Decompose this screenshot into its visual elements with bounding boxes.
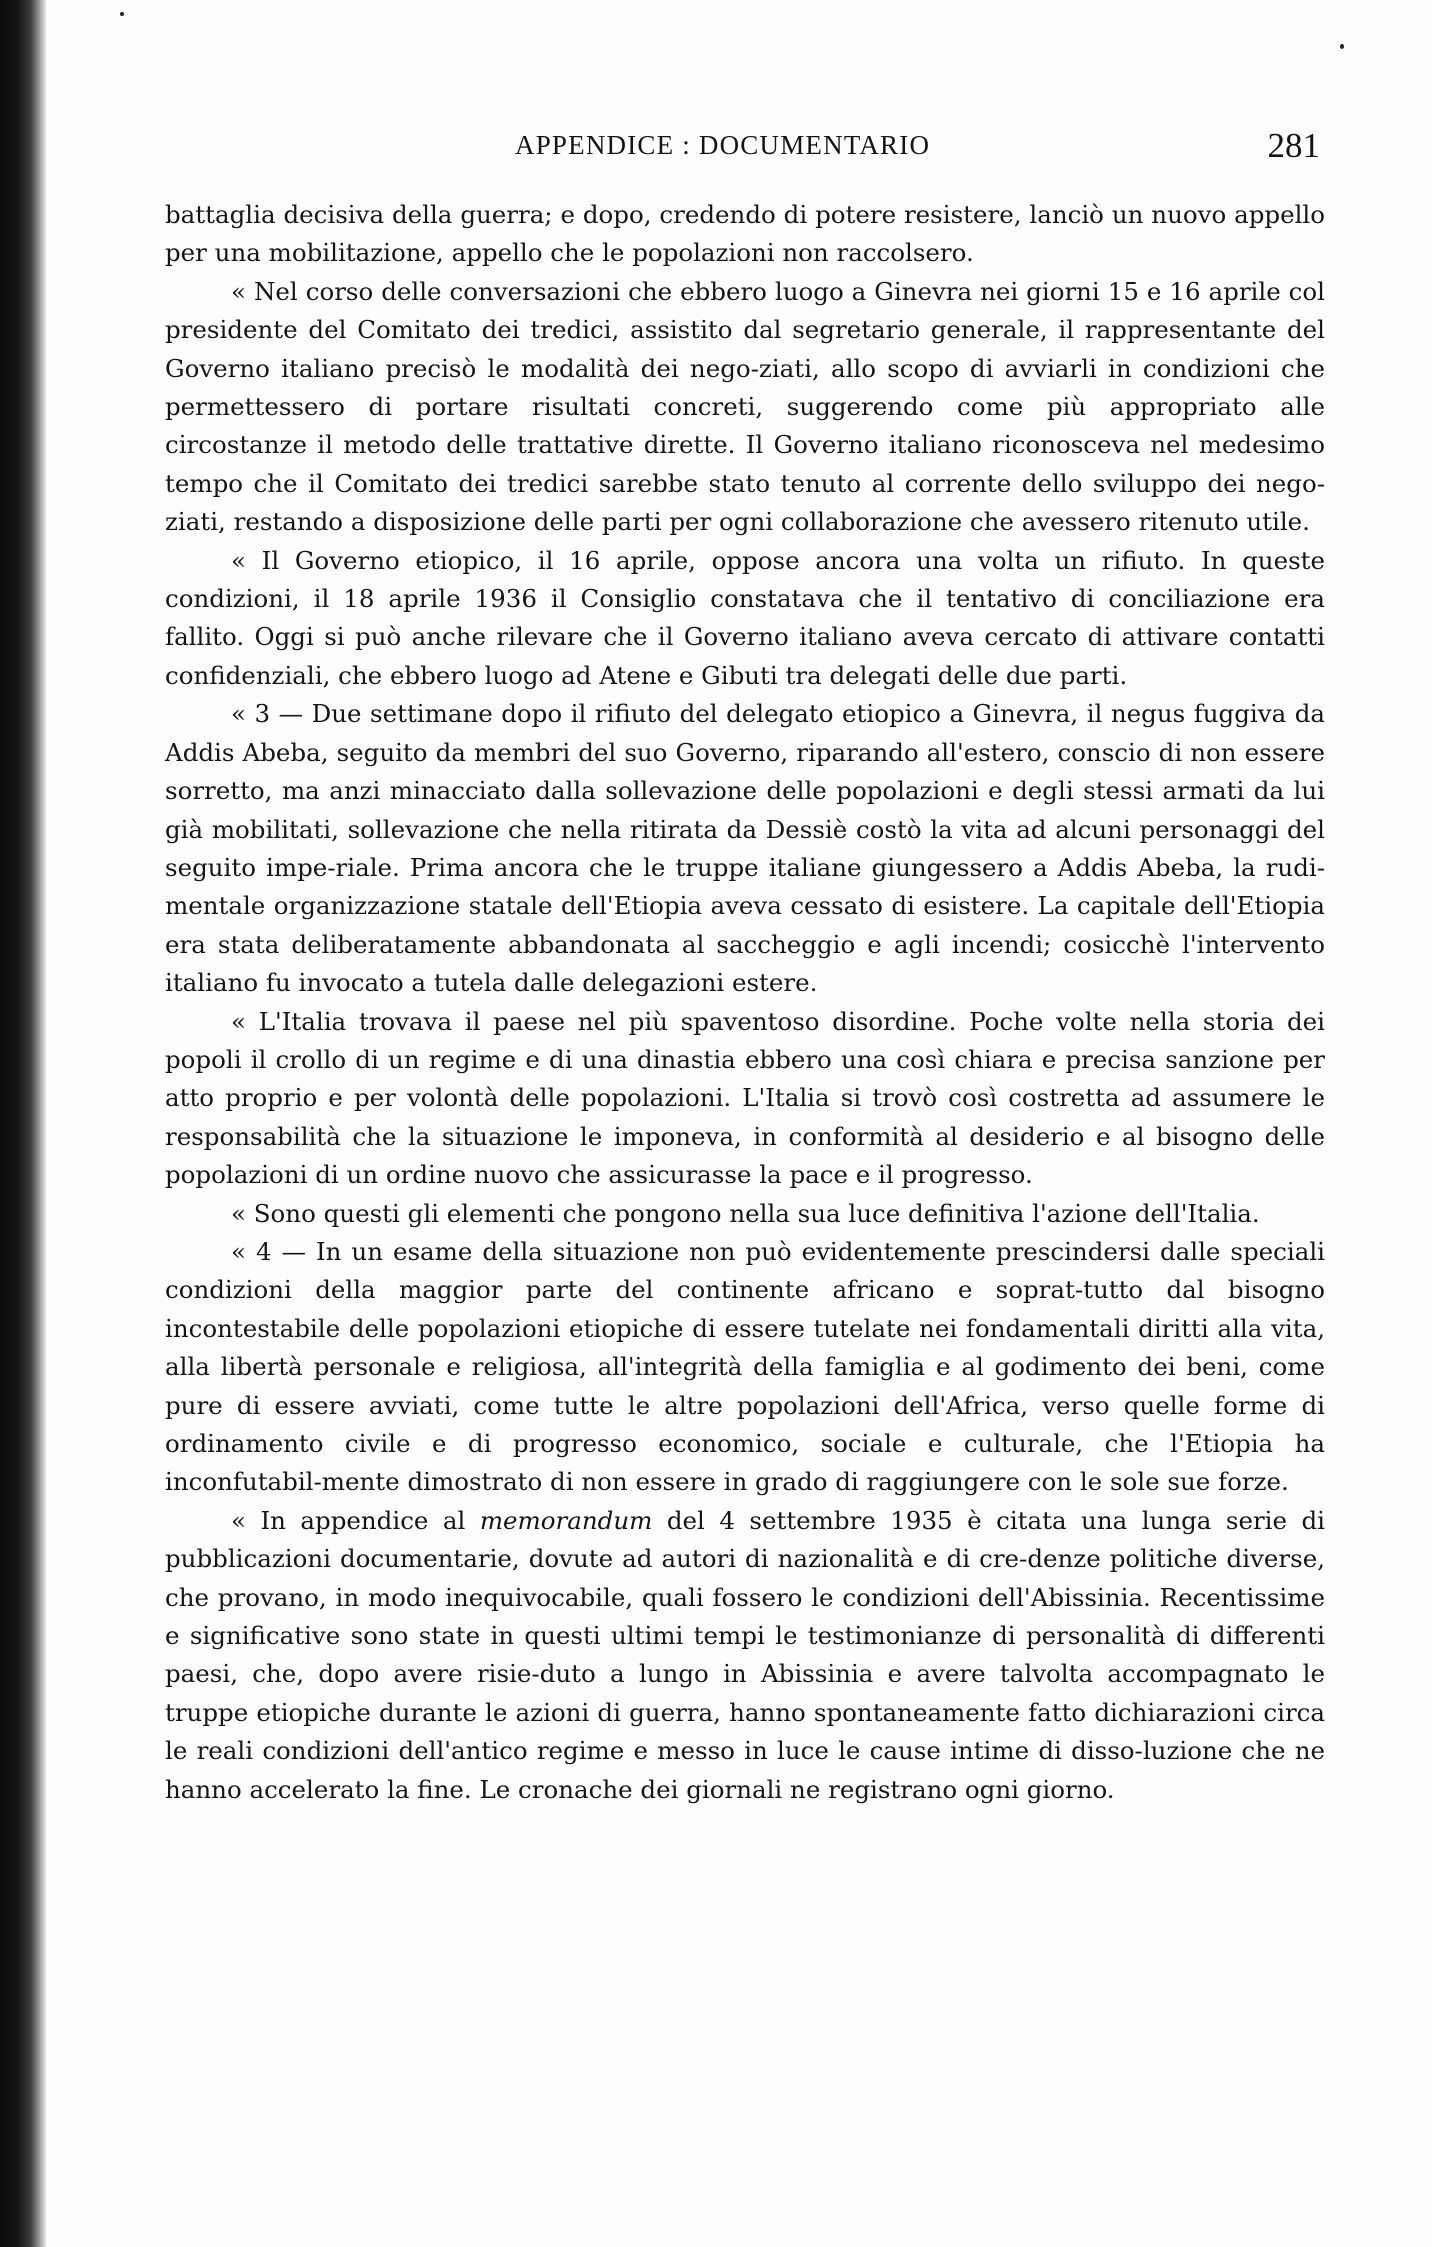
paragraph-4: « 3 — Due settimane dopo il rifiuto del delegato etiopico a Ginevra, il negus fuggiva da Addis Abeba, seguito da membri del suo Governo, riparando all'estero, conscio di non essere sorretto, ma anzi minacciato dalla sollevazione delle popolazioni e degli stessi armati da lui già mobilitati, sollevazione che nella ritirata da Dessiè costò la vita ad alcuni personaggi del seguito impe-riale. Prima ancora che le truppe italiane giungessero a Addis Abeba, la rudi-mentale organizzazione statale dell'Etiopia aveva cessato di esistere. La capitale dell'Etiopia era stata deliberatamente abbandonata al saccheggio e agli incendi; cosicchè l'intervento italiano fu invocato a tutela dalle delegazioni estere. bbox=[165, 699, 1325, 998]
paragraph-7: « 4 — In un esame della situazione non può evidentemente prescindersi dalle speciali condizioni della maggior parte del continente africano e soprat-tutto dal bisogno incontestabile delle popolazioni etiopiche di essere tutelate nei fondamentali diritti alla vita, alla libertà personale e religiosa, all'integrità della famiglia e al godimento dei beni, come pure di essere avviati, come tutte le altre popolazioni dell'Africa, verso quelle forme di ordinamento civile e di progresso economico, sociale e culturale, che l'Etiopia ha inconfutabil-mente dimostrato di non essere in grado di raggiungere con le sole sue forze. bbox=[165, 1236, 1325, 1497]
paragraph-8-rest: del 4 settembre 1935 è citata una lunga serie di pubblicazioni documentarie, dovute ad autori di nazionalità e di cre-denze politiche diverse, che provano, in modo inequivocabile, quali fossero le condizioni dell'Abissinia. Recentissime e significative sono state in questi ultimi tempi le testimonianze di personalità di differenti paesi, che, dopo avere risie-duto a lungo in Abissinia e avere talvolta accompagnato le truppe etiopiche durante le azioni di guerra, hanno spontaneamente fatto dichiarazioni circa le reali condizioni dell'antico regime e messo in luce le cause intime di disso-luzione che ne hanno accelerato la fine. Le cronache dei giornali ne registrano ogni giorno. bbox=[165, 1505, 1325, 1804]
running-title: APPENDICE : DOCUMENTARIO bbox=[515, 130, 931, 160]
body-text bbox=[165, 196, 1325, 1809]
page-number: 281 bbox=[1267, 126, 1320, 165]
paragraph-3: « Il Governo etiopico, il 16 aprile, oppose ancora una volta un rifiuto. In queste condizioni, il 18 aprile 1936 il Consiglio constatava che il tentativo di conciliazione era fallito. Oggi si può anche rilevare che il Governo italiano aveva cercato di attivare contatti confidenziali, che ebbero luogo ad Atene e Gibuti tra delegati delle due parti. bbox=[165, 545, 1325, 690]
paragraph-1: battaglia decisiva della guerra; e dopo, credendo di potere resistere, lanciò un nuovo appello per una mobilitazione, appello che le popolazioni non raccolsero. bbox=[165, 200, 1325, 268]
paragraph-8-lead: « In appendice al bbox=[231, 1505, 480, 1535]
paragraph-8 bbox=[165, 1502, 1325, 1809]
paragraph-5: « L'Italia trovava il paese nel più spaventoso disordine. Poche volte nella storia dei popoli il crollo di un regime e di una dinastia ebbero una così chiara e precisa sanzione per atto proprio e per volontà delle popolazioni. L'Italia si trovò così costretta ad assumere le responsabilità che la situazione le imponeva, in conformità al desiderio e al bisogno delle popolazioni di un ordine nuovo che assicurasse la pace e il progresso. bbox=[165, 1006, 1325, 1190]
binding-edge bbox=[0, 0, 46, 2247]
memorandum-term: memorandum bbox=[479, 1505, 653, 1535]
running-head bbox=[165, 126, 1320, 170]
paragraph-6: « Sono questi gli elementi che pongono nella sua luce definitiva l'azione dell'Italia. bbox=[231, 1198, 1260, 1228]
paragraph-2: « Nel corso delle conversazioni che ebbero luogo a Ginevra nei giorni 15 e 16 aprile col presidente del Comitato dei tredici, assistito dal segretario generale, il rappresentante del Governo italiano precisò le modalità dei nego-ziati, allo scopo di avviarli in condizioni che permettessero di portare risultati concreti, suggerendo come più appropriato alle circostanze il metodo delle trattative dirette. Il Governo italiano riconosceva nel medesimo tempo che il Comitato dei tredici sarebbe stato tenuto al corrente dello sviluppo dei nego-ziati, restando a disposizione delle parti per ogni collaborazione che avessero ritenuto utile. bbox=[165, 276, 1325, 537]
scan-speck bbox=[120, 12, 124, 16]
scan-speck bbox=[1340, 44, 1344, 49]
